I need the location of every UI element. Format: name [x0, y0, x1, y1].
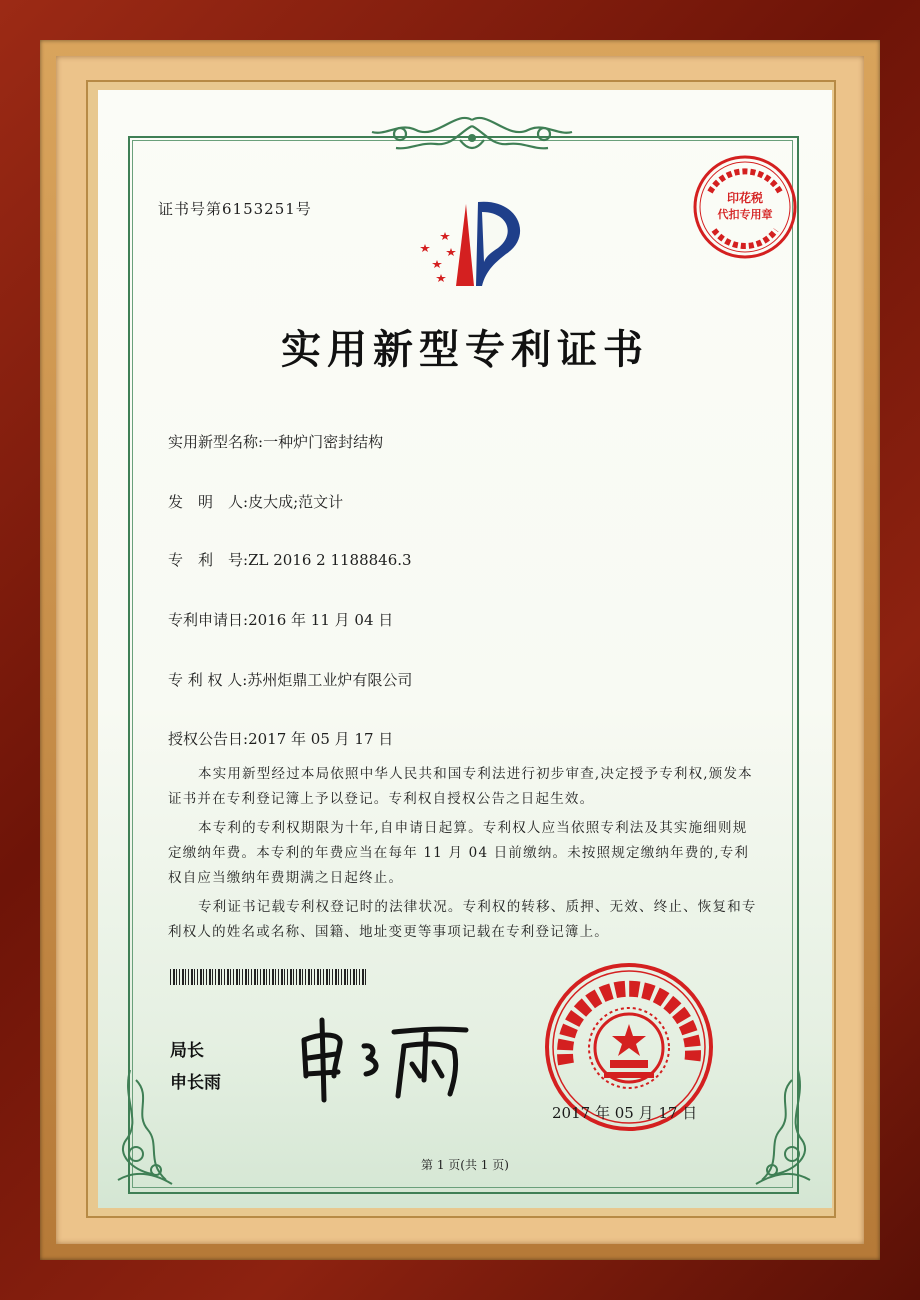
field-label: 专利申请日: [168, 611, 249, 629]
field-value: 2016 年 11 月 04 日 [248, 611, 394, 629]
field-utility-model-name [168, 431, 383, 452]
certificate-body [168, 762, 758, 949]
body-paragraph: 本专利的专利权期限为十年,自申请日起算。专利权人应当依照专利法及其实施细则规定缴纳年费。本专利的年费应当在每年 11 月 04 日前缴纳。未按照规定缴纳年费的,专利权自应当缴纳年费期满之日起终止。 [168, 820, 750, 886]
field-label: 专 利 号: [168, 551, 249, 569]
svg-text:代扣专用章: 代扣专用章 [717, 208, 773, 221]
svg-text:印花税: 印花税 [726, 191, 764, 205]
certificate-paper [98, 90, 832, 1208]
patent-office-logo-icon [408, 190, 532, 294]
director-name: 申长雨 [170, 1073, 221, 1093]
field-value: 2017 年 05 月 17 日 [248, 730, 394, 748]
director-signature [294, 1010, 474, 1106]
field-value: ZL 2016 2 1188846.3 [248, 551, 412, 569]
field-patent-number [168, 549, 412, 570]
field-application-date [168, 609, 393, 630]
certificate-number: 证书号第6153251号 [158, 200, 312, 218]
body-paragraph: 专利证书记载专利权登记时的法律状况。专利权的转移、质押、无效、终止、恢复和专利权人的姓名或名称、国籍、地址变更等事项记载在专利登记簿上。 [168, 899, 757, 940]
field-value: 苏州炬鼎工业炉有限公司 [247, 671, 413, 689]
field-value: 皮大成;范文计 [248, 493, 344, 511]
field-grant-date [168, 728, 393, 749]
field-value: 一种炉门密封结构 [263, 433, 384, 451]
field-inventors [168, 491, 343, 512]
field-patentee [168, 669, 412, 690]
field-label: 实用新型名称: [168, 433, 264, 451]
director-title: 局长 [170, 1041, 204, 1061]
barcode [170, 969, 368, 985]
body-paragraph: 本实用新型经过本局依照中华人民共和国专利法进行初步审查,决定授予专利权,颁发本证书并在专利登记簿上予以登记。专利权自授权公告之日起生效。 [168, 766, 753, 807]
field-label: 授权公告日: [168, 730, 249, 748]
page-number: 第 1 页(共 1 页) [421, 1158, 509, 1172]
field-label: 发 明 人: [168, 493, 249, 511]
seal-date: 2017 年 05 月 17 日 [552, 1104, 698, 1122]
tax-stamp-icon [690, 152, 800, 262]
certificate-title: 实用新型专利证书 [281, 327, 649, 373]
field-label: 专 利 权 人: [168, 671, 248, 689]
top-ornament-icon [356, 112, 588, 158]
